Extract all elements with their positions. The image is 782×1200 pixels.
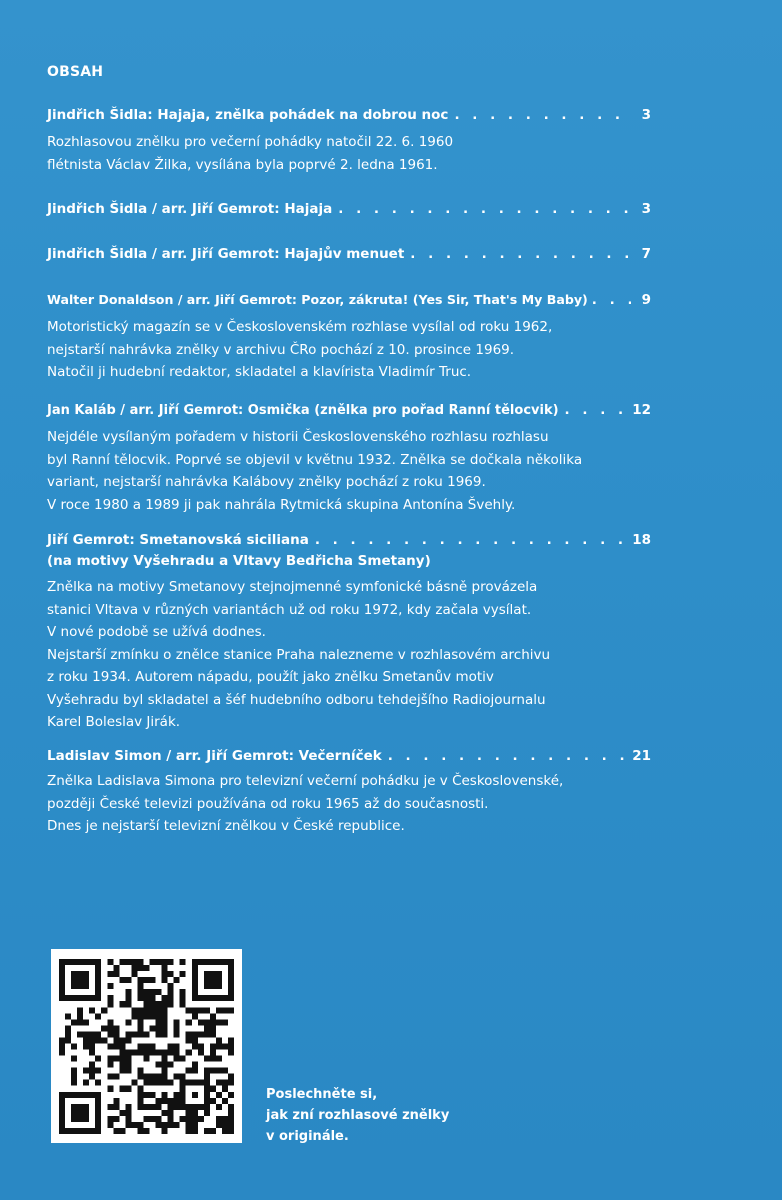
- leader-dots: [315, 530, 628, 551]
- toc-entry: [47, 244, 651, 265]
- qr-code-icon: [59, 958, 234, 1135]
- qr-code-card[interactable]: [51, 949, 242, 1143]
- description-line: Karel Boleslav Jirák.: [47, 714, 181, 730]
- listen-line: Poslechněte si,: [266, 1087, 378, 1102]
- toc-page-number: 7: [641, 246, 651, 262]
- description-line: flétnista Václav Žilka, vysílána byla poprvé 2. ledna 1961.: [47, 156, 438, 173]
- toc-entry-title: Jindřich Šidla: Hajaja, znělka pohádek na dobrou noc: [47, 107, 449, 123]
- toc-entry-title-row: [47, 289, 651, 311]
- toc-entry: [47, 105, 651, 176]
- description-line: z roku 1934. Autorem nápadu, použít jako znělku Smetanův motiv: [47, 669, 494, 685]
- page-heading: OBSAH: [47, 64, 104, 80]
- leader-dots: [410, 244, 631, 265]
- toc-entry-title: Jan Kaláb / arr. Jiří Gemrot: Osmička (znělka pro pořad Ranní tělocvik): [47, 403, 559, 418]
- toc-entry-title-row: [47, 746, 651, 767]
- toc-entry-title: Jiří Gemrot: Smetanovská siciliana: [47, 532, 309, 548]
- toc-entry-title-row: [47, 530, 651, 551]
- toc-entry: [47, 289, 651, 384]
- description-line: V roce 1980 a 1989 ji pak nahrála Rytmická skupina Antonína Švehly.: [47, 496, 516, 513]
- description-line: Natočil ji hudební redaktor, skladatel a klavírista Vladimír Truc.: [47, 364, 472, 380]
- description-line: variant, nejstarší nahrávka Kalábovy znělky pochází z roku 1969.: [47, 474, 486, 490]
- toc-entry-description: [47, 316, 651, 384]
- toc-entry-title-row: [47, 244, 651, 265]
- toc-entry-title-row: [47, 199, 651, 220]
- description-line: Vyšehradu byl skladatel a šéf hudebního odboru tehdejšího Radiojournalu: [47, 691, 546, 708]
- toc-entry-description: [47, 426, 651, 516]
- toc-entry-description: [47, 131, 651, 176]
- toc-entry-subtitle: (na motivy Vyšehradu a Vltavy Bedřicha Smetany): [47, 553, 431, 569]
- toc-entry-title-row: [47, 400, 651, 421]
- description-line: Motoristický magazín se v Československém rozhlase vysílal od roku 1962,: [47, 319, 553, 335]
- toc-entry-title: Jindřich Šidla / arr. Jiří Gemrot: Hajajův menuet: [47, 246, 405, 262]
- description-line: později České televizi používána od roku 1965 až do současnosti.: [47, 795, 489, 812]
- toc-entry: [47, 746, 651, 838]
- description-line: Znělka na motivy Smetanovy stejnojmenné symfonické básně provázela: [47, 579, 538, 595]
- toc-page-number: 3: [641, 201, 651, 217]
- leader-dots: [454, 105, 631, 126]
- toc-entry-title: Jindřich Šidla / arr. Jiří Gemrot: Hajaja: [47, 201, 333, 217]
- description-line: Nejstarší zmínku o znělce stanice Praha nalezneme v rozhlasovém archivu: [47, 646, 551, 663]
- description-line: Dnes je nejstarší televizní znělkou v České republice.: [47, 818, 405, 834]
- description-line: Znělka Ladislava Simona pro televizní večerní pohádku je v Československé,: [47, 773, 564, 789]
- toc-page-number: 3: [641, 107, 651, 123]
- leader-dots: [592, 290, 631, 311]
- description-line: stanici Vltava v různých variantách už od roku 1972, kdy začala vysílat.: [47, 601, 532, 618]
- toc-entry: [47, 199, 651, 220]
- leader-dots: [338, 199, 631, 220]
- toc-entry-title-row: [47, 105, 651, 126]
- description-line: Rozhlasovou znělku pro večerní pohádky natočil 22. 6. 1960: [47, 134, 454, 150]
- listen-caption: [266, 1084, 449, 1147]
- listen-line: v originále.: [266, 1129, 349, 1144]
- toc-entry-title: Walter Donaldson / arr. Jiří Gemrot: Pozor, zákruta! (Yes Sir, That's My Baby): [47, 292, 588, 307]
- toc-entry-title: Ladislav Simon / arr. Jiří Gemrot: Večerníček: [47, 748, 382, 764]
- toc-entry: [47, 530, 651, 734]
- leader-dots: [565, 400, 629, 421]
- toc-entry-description: [47, 770, 651, 838]
- leader-dots: [388, 746, 628, 767]
- toc-page-number: 21: [632, 748, 651, 764]
- description-line: Nejdéle vysílaným pořadem v historii Československého rozhlasu rozhlasu: [47, 429, 549, 445]
- toc-entry: [47, 400, 651, 516]
- toc-page-number: 18: [632, 532, 651, 548]
- description-line: byl Ranní tělocvik. Poprvé se objevil v květnu 1932. Znělka se dočkala několika: [47, 451, 583, 468]
- toc-entry-description: [47, 576, 651, 734]
- toc-page-number: 9: [641, 292, 651, 308]
- listen-line: jak zní rozhlasové znělky: [266, 1108, 450, 1123]
- description-line: V nové podobě se užívá dodnes.: [47, 624, 266, 640]
- toc-page-number: 12: [632, 402, 651, 418]
- description-line: nejstarší nahrávka znělky v archivu ČRo pochází z 10. prosince 1969.: [47, 341, 515, 358]
